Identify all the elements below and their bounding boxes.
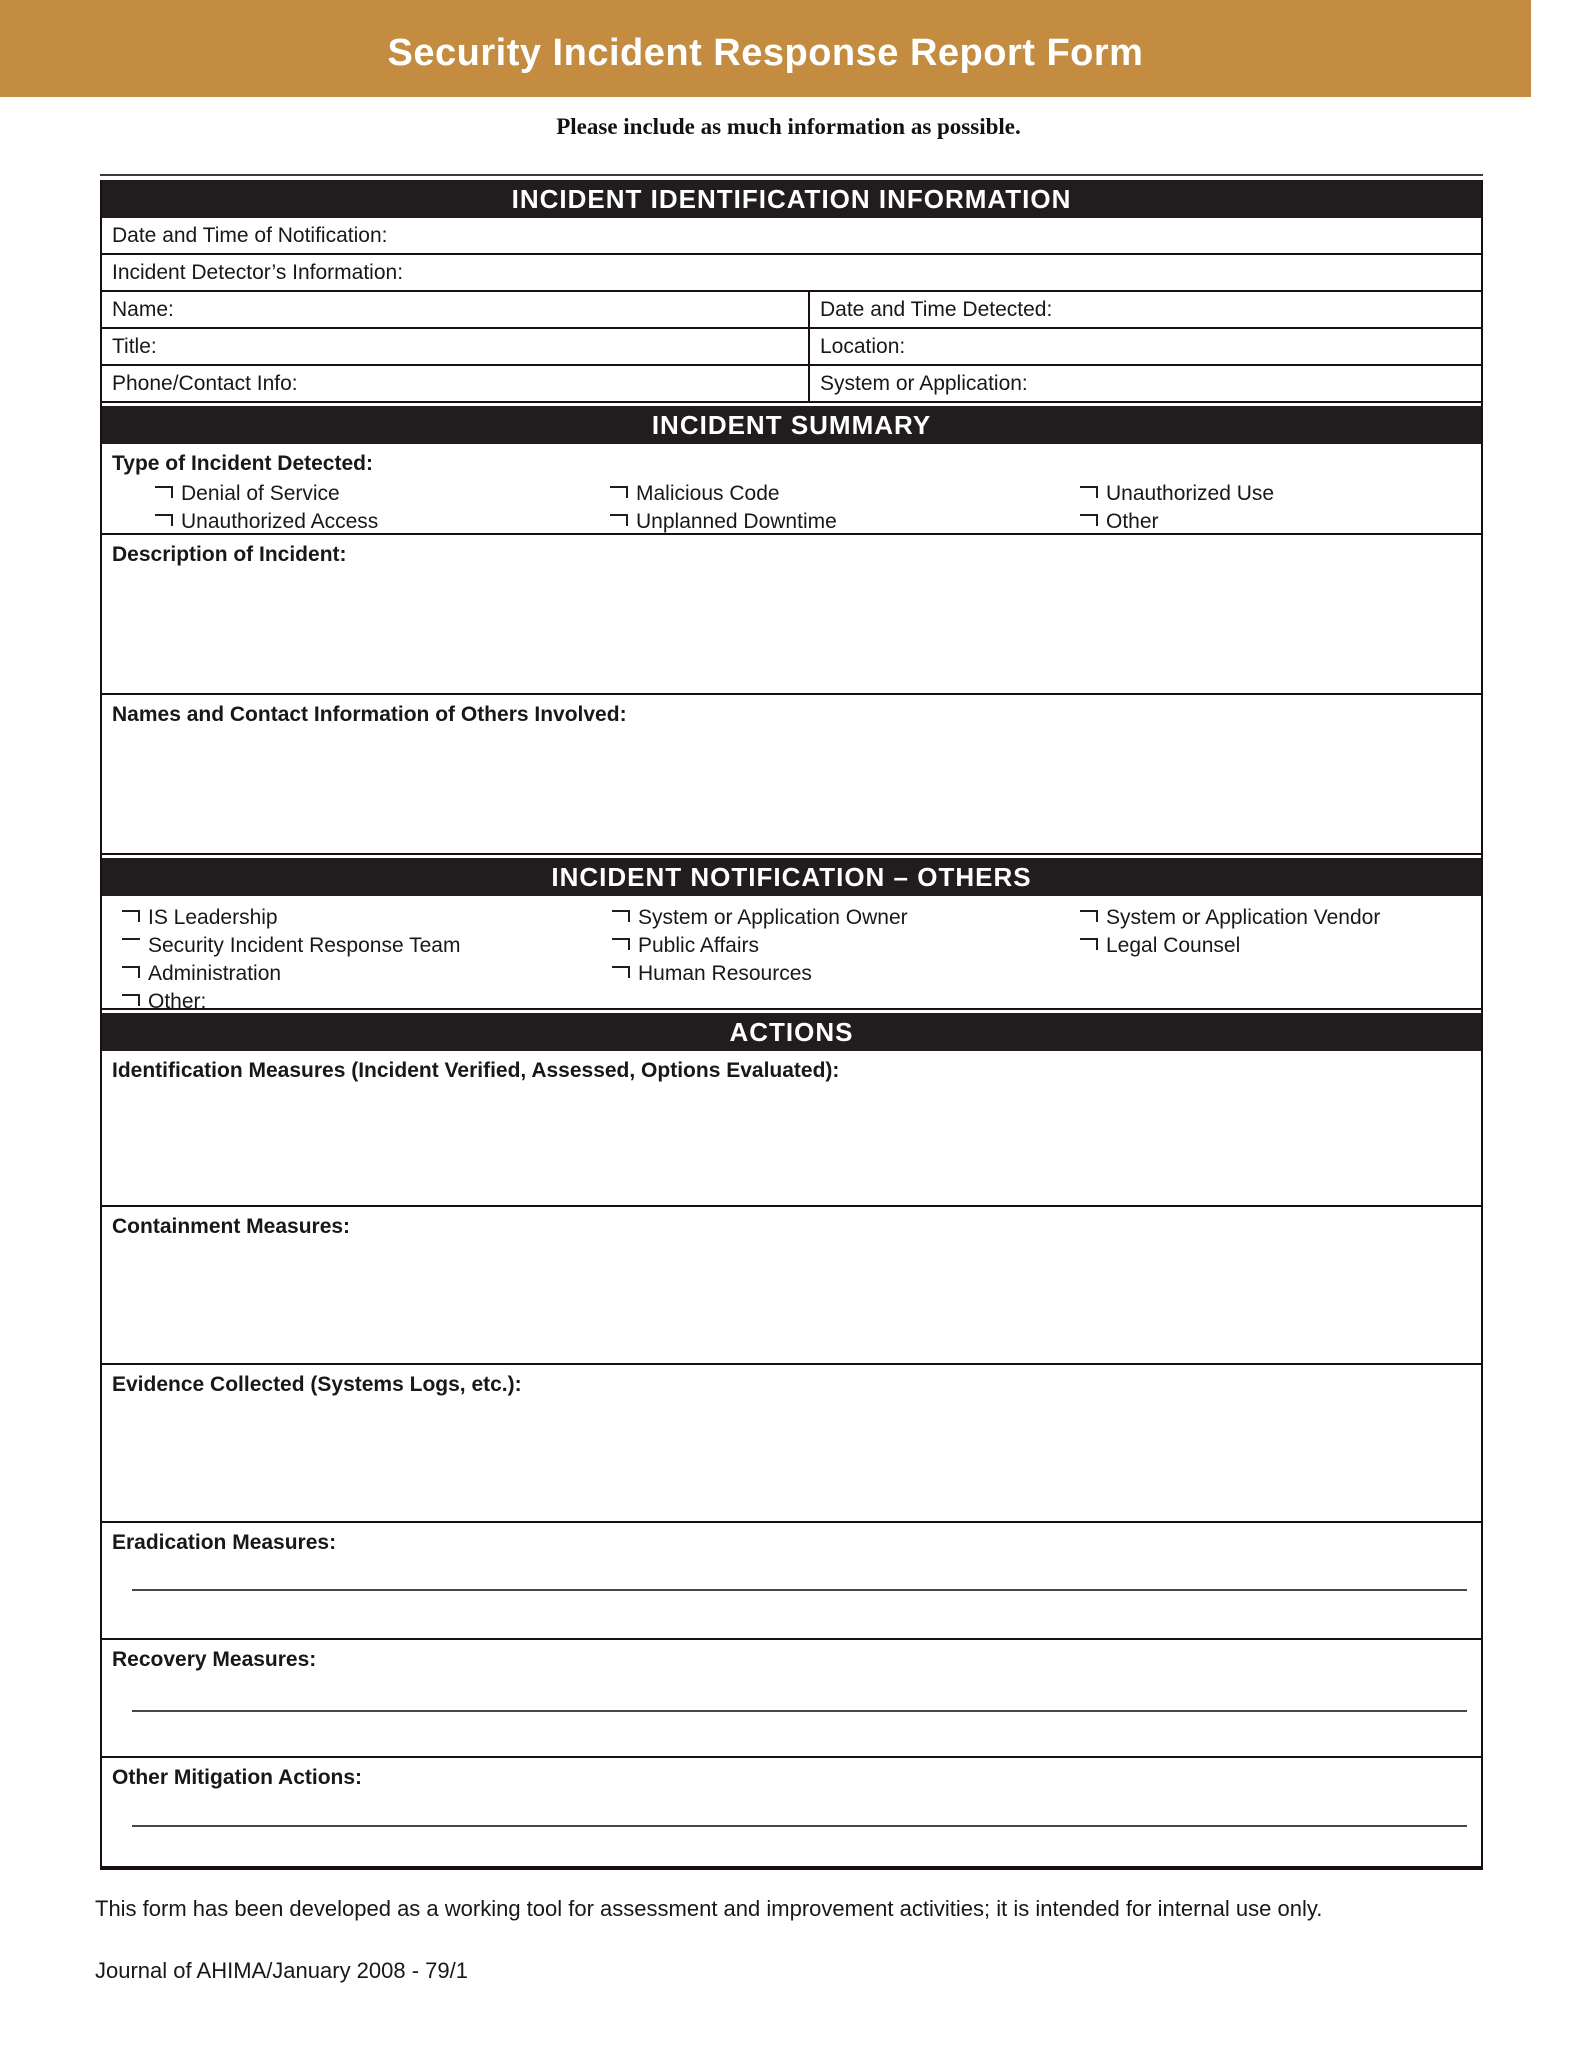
type-of-incident-label: Type of Incident Detected:: [112, 452, 373, 475]
checkbox-icon[interactable]: [122, 966, 140, 978]
checkbox-label: Human Resources: [638, 962, 812, 985]
spacer-cell: [1080, 962, 1481, 990]
field-label: Evidence Collected (Systems Logs, etc.):: [112, 1373, 522, 1396]
checkbox-label: System or Application Owner: [638, 906, 908, 929]
checkbox-icon[interactable]: [122, 994, 140, 1006]
field-label: Description of Incident:: [112, 543, 347, 566]
checkbox-label: Administration: [148, 962, 282, 985]
form-table: [100, 180, 1483, 1870]
checkbox-system-application-vendor[interactable]: [1080, 906, 1481, 934]
field-label: System or Application:: [820, 371, 1028, 395]
field-title[interactable]: [102, 329, 810, 364]
checkbox-human-resources[interactable]: [612, 962, 1080, 990]
field-recovery-measures[interactable]: [102, 1640, 1481, 1758]
write-line: [132, 1589, 1467, 1591]
field-row-title-location: [102, 329, 1481, 366]
field-location[interactable]: [810, 329, 1481, 364]
field-label: Incident Detector’s Information:: [112, 260, 404, 284]
journal-citation: Journal of AHIMA/January 2008 - 79/1: [95, 1958, 468, 1983]
section-header-label: ACTIONS: [729, 1016, 854, 1047]
checkbox-security-incident-response-team[interactable]: [102, 934, 612, 962]
section-header-label: INCIDENT NOTIFICATION – OTHERS: [551, 861, 1032, 892]
checkbox-label: Public Affairs: [638, 934, 760, 957]
notification-options: [102, 906, 1481, 990]
checkbox-label: Other: [1106, 510, 1159, 533]
checkbox-label: Malicious Code: [636, 482, 780, 505]
checkbox-icon[interactable]: [1080, 938, 1098, 950]
section-header-label: INCIDENT SUMMARY: [651, 409, 932, 440]
incident-report-form: [100, 174, 1483, 1870]
checkbox-malicious-code[interactable]: [610, 482, 1080, 510]
section-header-actions: [102, 1013, 1481, 1051]
field-label: Name:: [112, 297, 174, 321]
field-row-date-time-notification[interactable]: [102, 218, 1481, 255]
form-title-banner: [0, 0, 1531, 97]
incident-type-options: [112, 482, 1481, 538]
checkbox-icon[interactable]: [1080, 514, 1098, 526]
form-instructions: Please include as much information as possible.: [556, 114, 1021, 139]
field-eradication-measures[interactable]: [102, 1523, 1481, 1640]
field-label: Phone/Contact Info:: [112, 371, 298, 395]
checkbox-unauthorized-use[interactable]: [1080, 482, 1481, 510]
checkbox-other-incident-type[interactable]: [1080, 510, 1481, 538]
checkbox-icon[interactable]: [155, 514, 173, 526]
field-system-application[interactable]: [810, 366, 1481, 401]
checkbox-icon[interactable]: [610, 514, 628, 526]
section-header-notification: [102, 858, 1481, 896]
footer-note: This form has been developed as a working tool for assessment and improvement activities; it is intended for internal use only.: [95, 1896, 1323, 1921]
notification-options-block: [102, 896, 1481, 1013]
checkbox-label: Denial of Service: [181, 482, 340, 505]
checkbox-icon[interactable]: [155, 486, 173, 498]
checkbox-denial-of-service[interactable]: [112, 482, 610, 510]
field-label: Other Mitigation Actions:: [112, 1766, 363, 1789]
checkbox-label: Other:: [148, 990, 207, 1013]
table-top-rule: [100, 174, 1483, 176]
field-label: Identification Measures (Incident Verified, Assessed, Options Evaluated):: [112, 1059, 840, 1082]
checkbox-unplanned-downtime[interactable]: [610, 510, 1080, 538]
checkbox-system-application-owner[interactable]: [612, 906, 1080, 934]
field-containment-measures[interactable]: [102, 1207, 1481, 1365]
field-evidence-collected[interactable]: [102, 1365, 1481, 1523]
checkbox-icon[interactable]: [122, 910, 140, 922]
checkbox-icon[interactable]: [612, 966, 630, 978]
field-label: Title:: [112, 334, 157, 358]
checkbox-is-leadership[interactable]: [102, 906, 612, 934]
checkbox-legal-counsel[interactable]: [1080, 934, 1481, 962]
field-label: Names and Contact Information of Others Involved:: [112, 703, 627, 726]
section-header-summary: [102, 406, 1481, 444]
write-line: [132, 1825, 1467, 1827]
checkbox-label: IS Leadership: [148, 906, 278, 929]
field-row-phone-system: [102, 366, 1481, 403]
checkbox-icon[interactable]: [610, 486, 628, 498]
checkbox-label: Security Incident Response Team: [148, 934, 461, 957]
field-label: Containment Measures:: [112, 1215, 351, 1238]
checkbox-label: Unauthorized Access: [181, 510, 379, 533]
checkbox-administration[interactable]: [102, 962, 612, 990]
field-names-contact-others[interactable]: [102, 695, 1481, 855]
field-label: Eradication Measures:: [112, 1531, 337, 1554]
field-row-name-datedetected: [102, 292, 1481, 329]
field-row-incident-detector[interactable]: [102, 255, 1481, 292]
field-name[interactable]: [102, 292, 810, 327]
checkbox-icon[interactable]: [1080, 486, 1098, 498]
checkbox-icon[interactable]: [612, 938, 630, 950]
page-title: Security Incident Response Report Form: [387, 32, 1144, 74]
checkbox-icon[interactable]: [122, 938, 140, 950]
checkbox-label: Unplanned Downtime: [636, 510, 837, 533]
checkbox-icon[interactable]: [1080, 910, 1098, 922]
checkbox-label: Legal Counsel: [1106, 934, 1241, 957]
section-header-identification: [102, 180, 1481, 218]
section-header-label: INCIDENT IDENTIFICATION INFORMATION: [511, 183, 1072, 214]
field-label: Location:: [820, 334, 906, 358]
checkbox-label: Unauthorized Use: [1106, 482, 1275, 505]
field-label: Recovery Measures:: [112, 1648, 317, 1671]
field-label: Date and Time Detected:: [820, 297, 1053, 321]
field-date-time-detected[interactable]: [810, 292, 1481, 327]
field-phone-contact[interactable]: [102, 366, 810, 401]
field-description-of-incident[interactable]: [102, 535, 1481, 695]
field-other-mitigation-actions[interactable]: [102, 1758, 1481, 1866]
field-identification-measures[interactable]: [102, 1051, 1481, 1207]
checkbox-public-affairs[interactable]: [612, 934, 1080, 962]
type-of-incident-block: [102, 444, 1481, 535]
checkbox-unauthorized-access[interactable]: [112, 510, 610, 538]
field-label: Date and Time of Notification:: [112, 223, 388, 247]
checkbox-icon[interactable]: [612, 910, 630, 922]
write-line: [132, 1710, 1467, 1712]
checkbox-label: System or Application Vendor: [1106, 906, 1381, 929]
